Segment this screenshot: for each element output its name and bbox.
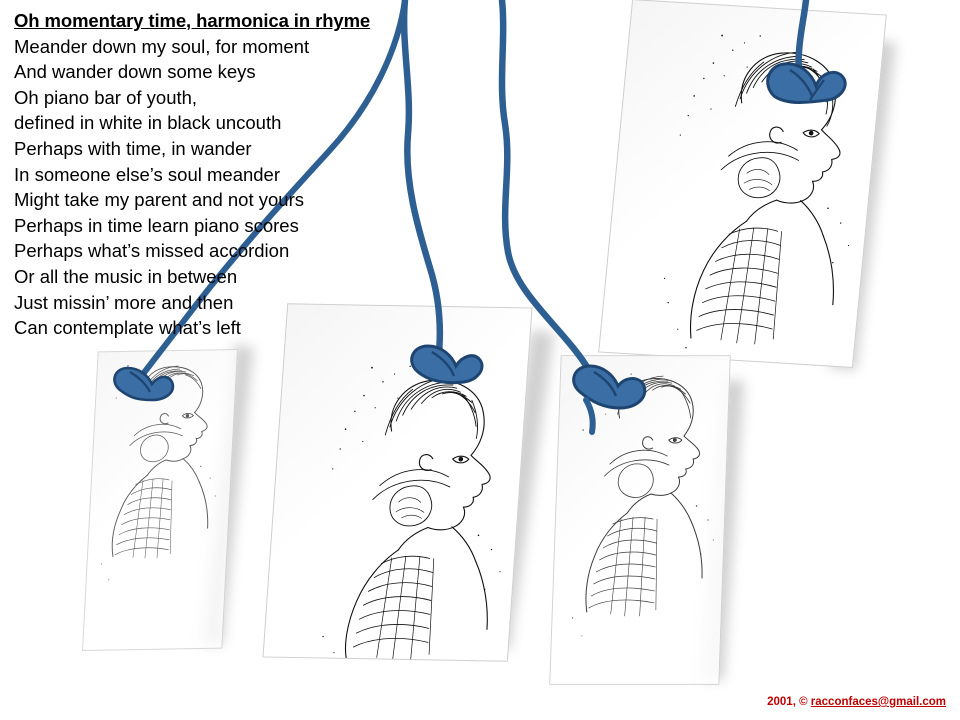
credit-copyright-symbol: © xyxy=(799,696,808,708)
card-left[interactable] xyxy=(82,349,238,651)
credit-year: 2001, xyxy=(767,696,796,708)
card-bottom-right-artwork xyxy=(550,356,730,684)
card-top-right[interactable] xyxy=(598,0,887,368)
card-center-artwork xyxy=(264,304,532,660)
card-left-artwork xyxy=(83,350,237,650)
poem-text-block xyxy=(14,8,444,341)
poem-line: Oh piano bar of youth, xyxy=(14,86,198,108)
card-bottom-right[interactable] xyxy=(549,355,731,685)
poem-line: Might take my parent and not yours xyxy=(14,189,304,211)
card-center[interactable] xyxy=(262,303,532,661)
card-top-right-artwork xyxy=(599,0,886,367)
poem-line: Or all the music in between xyxy=(14,265,238,287)
poem-line: Perhaps with time, in wander xyxy=(14,137,252,159)
poem-line: defined in white in black uncouth xyxy=(14,112,282,134)
poem-line: Perhaps in time learn piano scores xyxy=(14,214,299,236)
poem-line: Can contemplate what’s left xyxy=(14,317,241,339)
copyright-credit xyxy=(767,696,946,708)
poem-line: In someone else’s soul meander xyxy=(14,163,281,185)
poem-line: Perhaps what’s missed accordion xyxy=(14,240,290,262)
poem-line: And wander down some keys xyxy=(14,61,256,83)
poem-line: Just missin’ more and then xyxy=(14,291,234,313)
poem-title: Oh momentary time, harmonica in rhyme xyxy=(14,10,371,31)
poem-line: Meander down my soul, for moment xyxy=(14,35,310,57)
credit-email-link[interactable]: racconfaces@gmail.com xyxy=(810,696,946,708)
